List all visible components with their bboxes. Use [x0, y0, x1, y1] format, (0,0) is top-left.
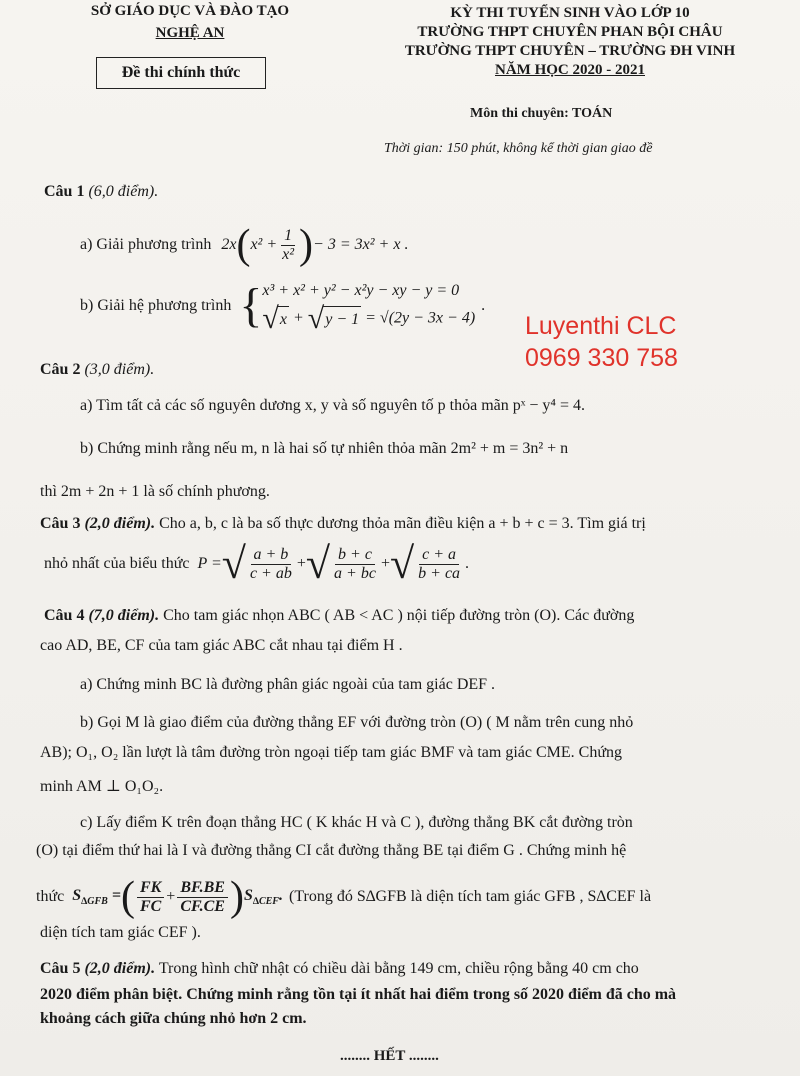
question-3-points: (2,0 điểm).: [84, 515, 156, 532]
department-header: [60, 0, 320, 44]
question-2b-continued: thì 2m + 2n + 1 là số chính phương.: [40, 483, 270, 500]
question-4b-line-3: minh AM ⊥ O₁O₂.: [40, 778, 164, 795]
question-1b: b) Giải hệ phương trình { x³ + x² + y² − x²y − xy − y = 0 √ x + √ y − 1 = √(2y − 3x − 4) .: [80, 279, 486, 335]
question-4: [44, 607, 634, 625]
department-line-2: NGHỆ AN: [155, 25, 225, 41]
watermark-line-2: 0969 330 758: [525, 344, 678, 372]
question-3-text: Cho a, b, c là ba số thực dương thỏa mãn điều kiện a + b + c = 3. Tìm giá trị: [159, 515, 646, 532]
watermark: [525, 310, 678, 374]
question-4c-formula-note: (Trong đó S∆GFB là diện tích tam giác GFB , S∆CEF là: [288, 888, 652, 905]
end-marker: ........ HẾT ........: [340, 1048, 439, 1064]
question-4c-line-2: (O) tại điểm thứ hai là I và đường thẳng CI cắt đường thẳng BE tại điểm G . Chứng minh hệ: [36, 842, 627, 859]
question-4c-line-4: diện tích tam giác CEF ).: [40, 924, 201, 941]
question-2-points: (3,0 điểm).: [84, 361, 155, 378]
question-5-line-2: 2020 điểm phân biệt. Chứng minh rằng tồn tại ít nhất hai điểm trong số 2020 điểm đã cho mà: [40, 986, 677, 1003]
question-1a-equation: − 3 = 3x² + x .: [313, 236, 409, 253]
exam-title-line-3: TRƯỜNG THPT CHUYÊN – TRƯỜNG ĐH VINH: [404, 43, 736, 59]
question-4c-formula-prefix: thức: [36, 888, 65, 905]
watermark-line-1: Luyenthi CLC: [525, 312, 677, 340]
exam-title-line-1: KỲ THI TUYỂN SINH VÀO LỚP 10: [450, 5, 690, 21]
question-5-points: (2,0 điểm).: [84, 960, 156, 977]
question-4b-line-2: AB); O₁, O₂ lần lượt là tâm đường tròn ngoại tiếp tam giác BMF và tam giác CME. Chứng: [40, 744, 623, 761]
question-1-title: [44, 183, 158, 201]
question-3-label: Câu 3: [40, 515, 81, 532]
question-4-text: Cho tam giác nhọn ABC ( AB < AC ) nội tiếp đường tròn (O). Các đường: [163, 607, 635, 624]
question-3-expression: nhỏ nhất của biểu thức P = √ $\frac{a + b}{c + ab}$ + √ $\frac{b + c}{a + bc}$ + √ $\frac{c + a}{b + ca}$ .: [44, 539, 470, 588]
question-1b-equation-1: x³ + x² + y² − x²y − xy − y = 0: [262, 282, 460, 299]
question-4-label: Câu 4: [44, 607, 85, 624]
question-4b-line-1: b) Gọi M là giao điểm của đường thẳng EF với đường tròn (O) ( M nằm trên cung nhỏ: [80, 714, 634, 731]
question-5-label: Câu 5: [40, 960, 81, 977]
question-2a: a) Tìm tất cả các số nguyên dương x, y và số nguyên tố p thỏa mãn pˣ − y⁴ = 4.: [80, 397, 585, 414]
question-1-label: Câu 1: [44, 183, 85, 200]
question-5: [40, 960, 780, 978]
exam-subject: Môn thi chuyên: TOÁN: [470, 106, 613, 121]
school-year: NĂM HỌC 2020 - 2021: [495, 62, 645, 78]
question-4c-line-1: c) Lấy điểm K trên đoạn thẳng HC ( K khác H và C ), đường thẳng BK cắt đường tròn: [80, 814, 633, 831]
question-1a-label: a) Giải phương trình: [80, 236, 212, 253]
question-5-line-3: khoảng cách giữa chúng nhỏ hơn 2 cm.: [40, 1010, 307, 1027]
question-2b: b) Chứng minh rằng nếu m, n là hai số tự nhiên thỏa mãn 2m² + m = 3n² + n: [80, 440, 569, 457]
question-4c-formula: thức $S_{\Delta GFB}$ = ( $\frac{FK}{FC}$ + $\frac{BF.BE}{CF.CE}$ ) $S_{\Delta CEF}$. (Trong đó S∆GFB là diện tích tam giác GFB , S∆CEF là: [36, 874, 652, 920]
question-1b-label: b) Giải hệ phương trình: [80, 297, 232, 314]
question-4-continued: cao AD, BE, CF của tam giác ABC cắt nhau tại điểm H .: [40, 637, 403, 654]
exam-title-line-2: TRƯỜNG THPT CHUYÊN PHAN BỘI CHÂU: [417, 24, 723, 40]
question-5-line-1: Trong hình chữ nhật có chiều dài bằng 149 cm, chiều rộng bằng 40 cm cho: [158, 960, 639, 977]
question-1b-equation-2: √ x + √ y − 1 = √(2y − 3x − 4): [262, 302, 476, 335]
department-line-1: SỞ GIÁO DỤC VÀ ĐÀO TẠO: [90, 3, 290, 19]
question-3-continued: nhỏ nhất của biểu thức: [44, 555, 190, 572]
official-exam-label: Đề thi chính thức: [96, 57, 266, 89]
exam-time: Thời gian: 150 phút, không kể thời gian giao đề: [384, 141, 653, 156]
question-1-points: (6,0 điểm).: [88, 183, 159, 200]
question-4a: a) Chứng minh BC là đường phân giác ngoài của tam giác DEF .: [80, 676, 496, 693]
exam-header: [360, 4, 780, 80]
question-1a: a) Giải phương trình 2x ( x² + $\frac{1}{\text{x²}}$ ) − 3 = 3x² + x .: [80, 222, 409, 268]
question-2-title: [40, 361, 154, 379]
question-3: [40, 515, 646, 533]
question-2-label: Câu 2: [40, 361, 81, 378]
question-4-points: (7,0 điểm).: [88, 607, 160, 624]
